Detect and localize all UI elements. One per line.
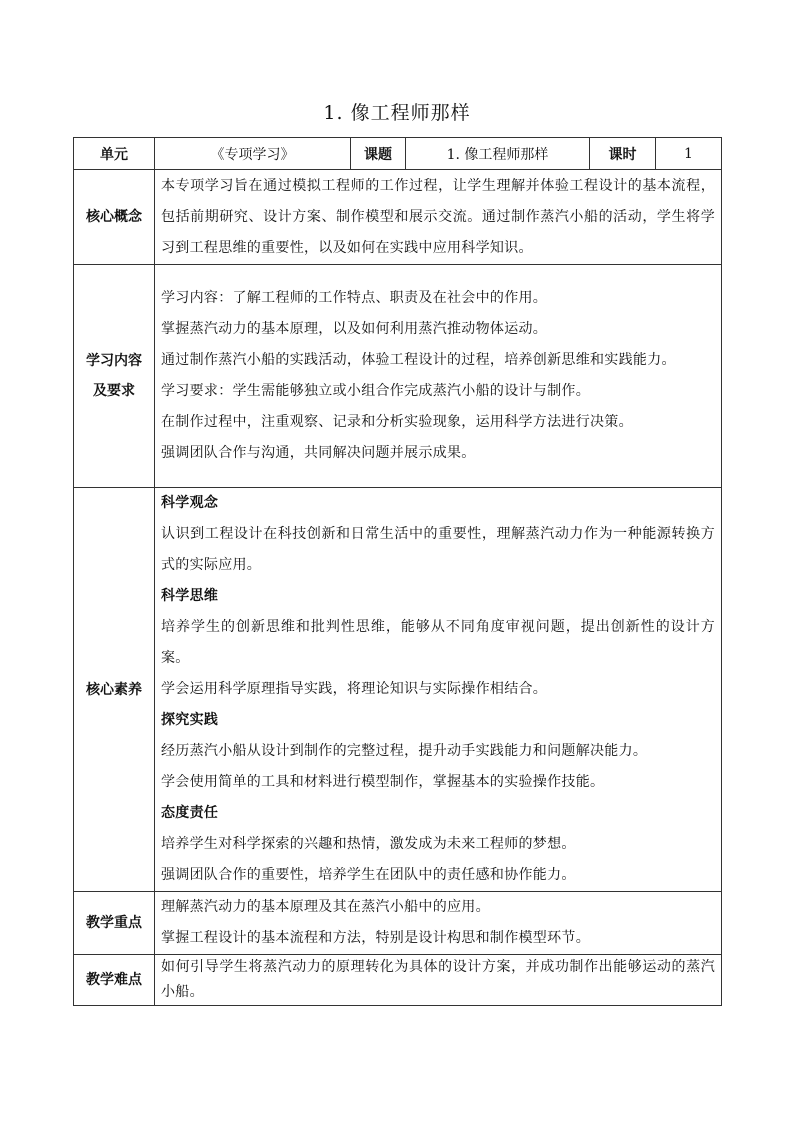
difficulties-label: 教学难点: [74, 955, 155, 1006]
literacy-paragraph: 认识到工程设计在科技创新和日常生活中的重要性，理解蒸汽动力作为一种能源转换方式的实际应用。: [161, 526, 715, 573]
core-concept-text: 本专项学习旨在通过模拟工程师的工作过程，让学生理解并体验工程设计的基本流程，包括前期研究、设计方案、制作模型和展示交流。通过制作蒸汽小船的活动，学生将学习到工程思维的重要性，以及如何在实践中应用科学知识。: [161, 177, 715, 256]
literacy-heading-science-thinking: 科学思维: [161, 588, 219, 604]
literacy-heading-attitude-responsibility: 态度责任: [161, 805, 219, 821]
lesson-plan-table: [73, 137, 722, 1006]
header-row: [74, 138, 722, 170]
literacy-heading-inquiry-practice: 探究实践: [161, 712, 219, 728]
period-label: 课时: [590, 138, 656, 170]
learning-label: [74, 265, 155, 488]
literacy-label: 核心素养: [74, 488, 155, 892]
learning-paragraph: 强调团队合作与沟通，共同解决问题并展示成果。: [161, 445, 476, 461]
literacy-paragraph: 培养学生对科学探索的兴趣和热情，激发成为未来工程师的梦想。: [161, 836, 576, 852]
learning-paragraph: 在制作过程中，注重观察、记录和分析实验现象，运用科学方法进行决策。: [161, 414, 633, 430]
learning-paragraph: 掌握蒸汽动力的基本原理，以及如何利用蒸汽推动物体运动。: [161, 321, 548, 337]
page-title: 1. 像工程师那样: [323, 102, 471, 124]
key-points-label: 教学重点: [74, 892, 155, 955]
literacy-paragraph: 学会运用科学原理指导实践，将理论知识与实际操作相结合。: [161, 681, 548, 697]
literacy-paragraph: 培养学生的创新思维和批判性思维，能够从不同角度审视问题，提出创新性的设计方案。: [161, 619, 715, 666]
key-points-paragraph: 理解蒸汽动力的基本原理及其在蒸汽小船中的应用。: [161, 899, 490, 915]
learning-paragraph: 通过制作蒸汽小船的实践活动，体验工程设计的过程，培养创新思维和实践能力。: [161, 352, 676, 368]
literacy-row: [74, 488, 722, 892]
literacy-paragraph: 强调团队合作的重要性，培养学生在团队中的责任感和协作能力。: [161, 867, 576, 883]
topic-value: 1. 像工程师那样: [406, 138, 590, 170]
learning-label-line1: 学习内容: [86, 353, 142, 369]
core-concept-row: [74, 170, 722, 265]
learning-label-line2: 及要求: [93, 383, 135, 399]
learning-row: [74, 265, 722, 488]
period-value: 1: [656, 138, 722, 170]
literacy-heading-science-concept: 科学观念: [161, 495, 219, 511]
unit-value: 《专项学习》: [155, 138, 351, 170]
difficulties-text: 如何引导学生将蒸汽动力的原理转化为具体的设计方案，并成功制作出能够运动的蒸汽小船。: [161, 959, 715, 1000]
topic-label: 课题: [351, 138, 406, 170]
difficulties-row: [74, 955, 722, 1006]
learning-paragraph: 学习内容：了解工程师的工作特点、职责及在社会中的作用。: [161, 290, 548, 306]
learning-paragraph: 学习要求：学生需能够独立或小组合作完成蒸汽小船的设计与制作。: [161, 383, 590, 399]
key-points-row: [74, 892, 722, 955]
literacy-paragraph: 经历蒸汽小船从设计到制作的完整过程，提升动手实践能力和问题解决能力。: [161, 743, 648, 759]
core-concept-label: 核心概念: [74, 170, 155, 265]
unit-label: 单元: [74, 138, 155, 170]
key-points-paragraph: 掌握工程设计的基本流程和方法，特别是设计构思和制作模型环节。: [161, 930, 590, 946]
literacy-paragraph: 学会使用简单的工具和材料进行模型制作，掌握基本的实验操作技能。: [161, 774, 605, 790]
